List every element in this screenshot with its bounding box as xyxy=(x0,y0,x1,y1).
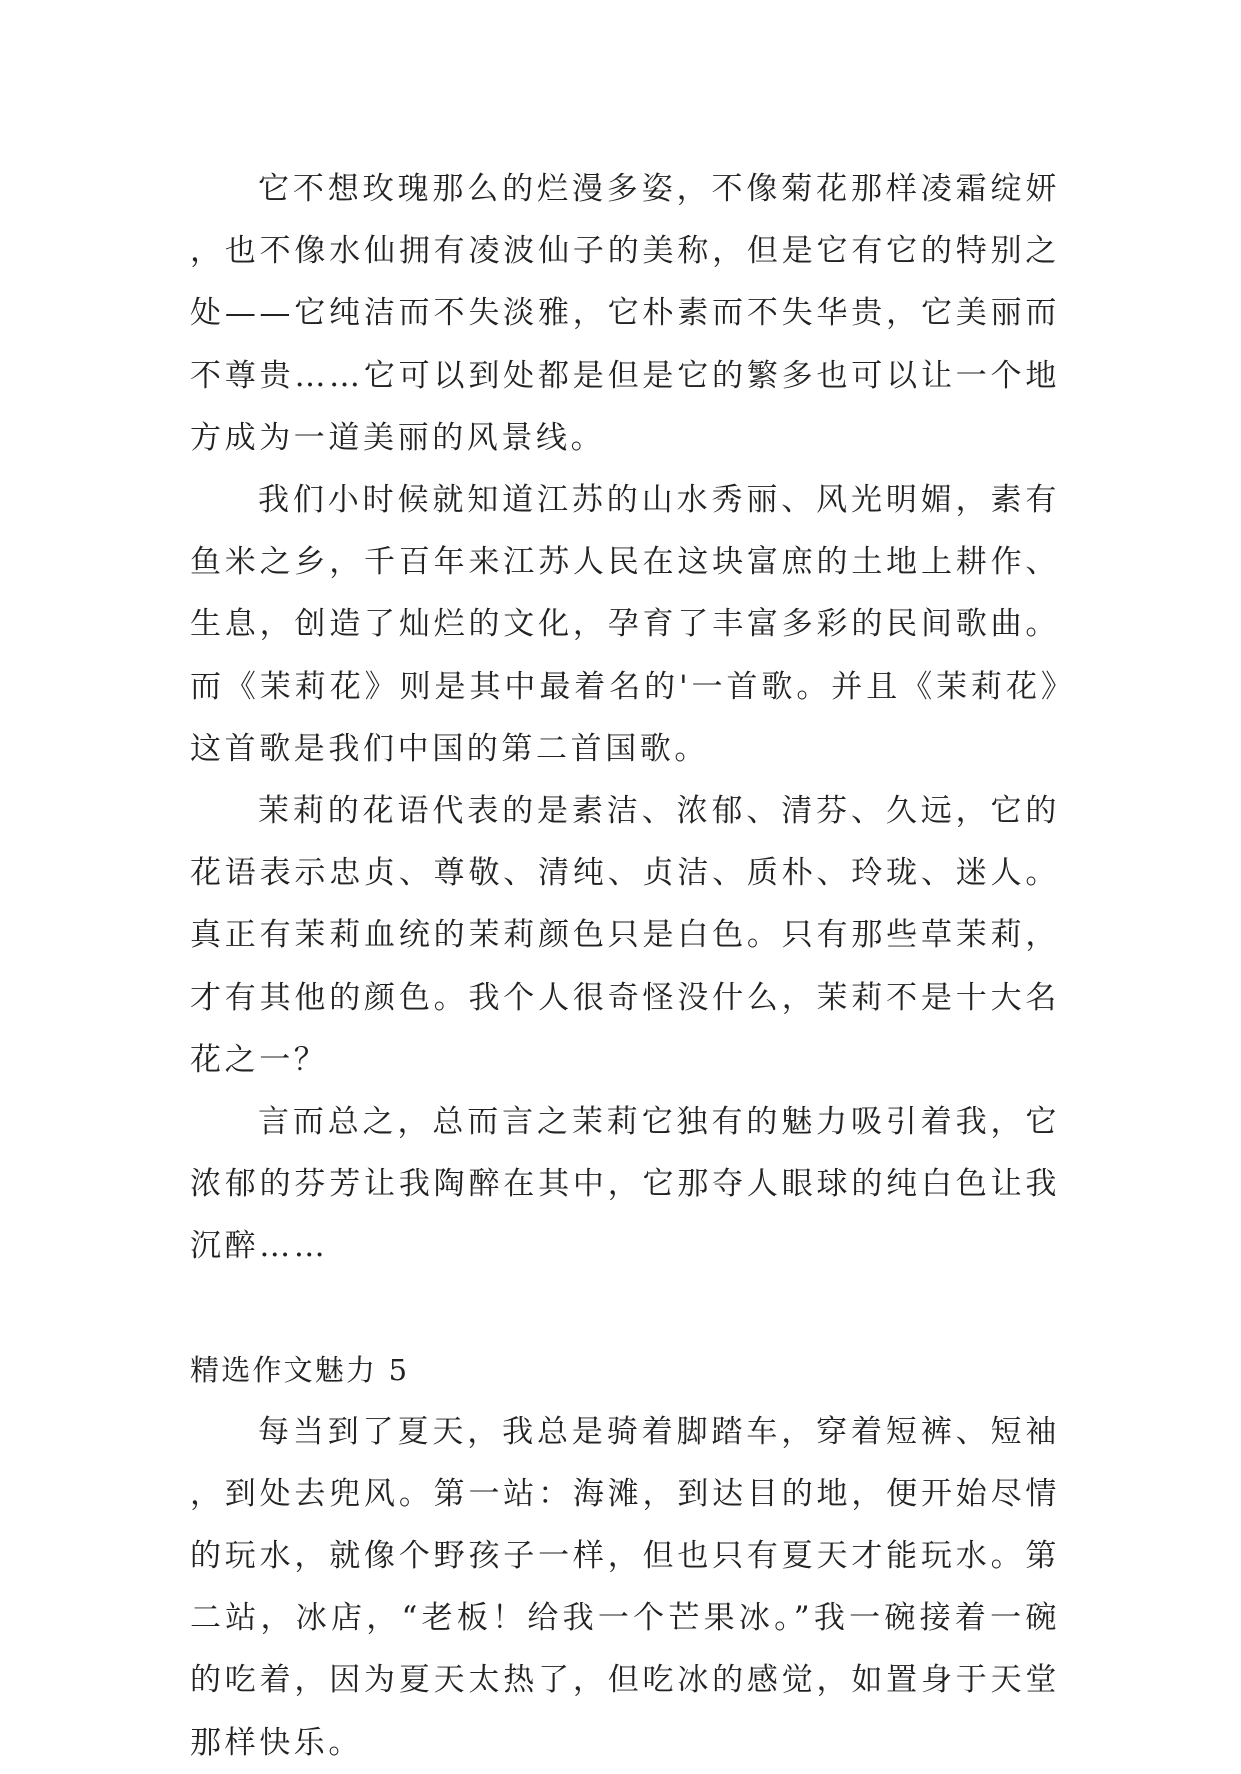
paragraph-jasmine-uniqueness: 它不想玫瑰那么的烂漫多姿，不像菊花那样凌霜绽妍，也不像水仙拥有凌波仙子的美称，但是它有它的特别之处——它纯洁而不失淡雅，它朴素而不失华贵，它美丽而不尊贵……它可以到处都是但是它的繁多也可以让一个地方成为一道美丽的风景线。 xyxy=(190,171,1060,456)
paragraph-summer: 每当到了夏天，我总是骑着脚踏车，穿着短裤、短袖，到处去兜风。第一站：海滩，到达目的地，便开始尽情的玩水，就像个野孩子一样，但也只有夏天才能玩水。第二站，冰店，“老板！给我一个芒果冰。”我一碗接着一碗的吃着，因为夏天太热了，但吃冰的感觉，如置身于天堂那样快乐。 xyxy=(190,1413,1060,1761)
paragraph-flower-language: 茉莉的花语代表的是素洁、浓郁、清芬、久远，它的花语表示忠贞、尊敬、清纯、贞洁、质朴、玲珑、迷人。真正有茉莉血统的茉莉颜色只是白色。只有那些草茉莉，才有其他的颜色。我个人很奇怪没什么，茉莉不是十大名花之一？ xyxy=(190,793,1060,1078)
paragraph-jiangsu-song: 我们小时候就知道江苏的山水秀丽、风光明媚，素有鱼米之乡，千百年来江苏人民在这块富庶的土地上耕作、生息，创造了灿烂的文化，孕育了丰富多彩的民间歌曲。而《茉莉花》则是其中最着名的'一首歌。并且《茉莉花》这首歌是我们中国的第二首国歌。 xyxy=(190,482,1060,767)
section-title: 精选作文魅力 5 xyxy=(190,1352,410,1387)
paragraph-conclusion: 言而总之，总而言之茉莉它独有的魅力吸引着我，它浓郁的芬芳让我陶醉在其中，它那夺人眼球的纯白色让我沉醉…… xyxy=(190,1104,1060,1265)
document-body xyxy=(190,158,1060,1774)
